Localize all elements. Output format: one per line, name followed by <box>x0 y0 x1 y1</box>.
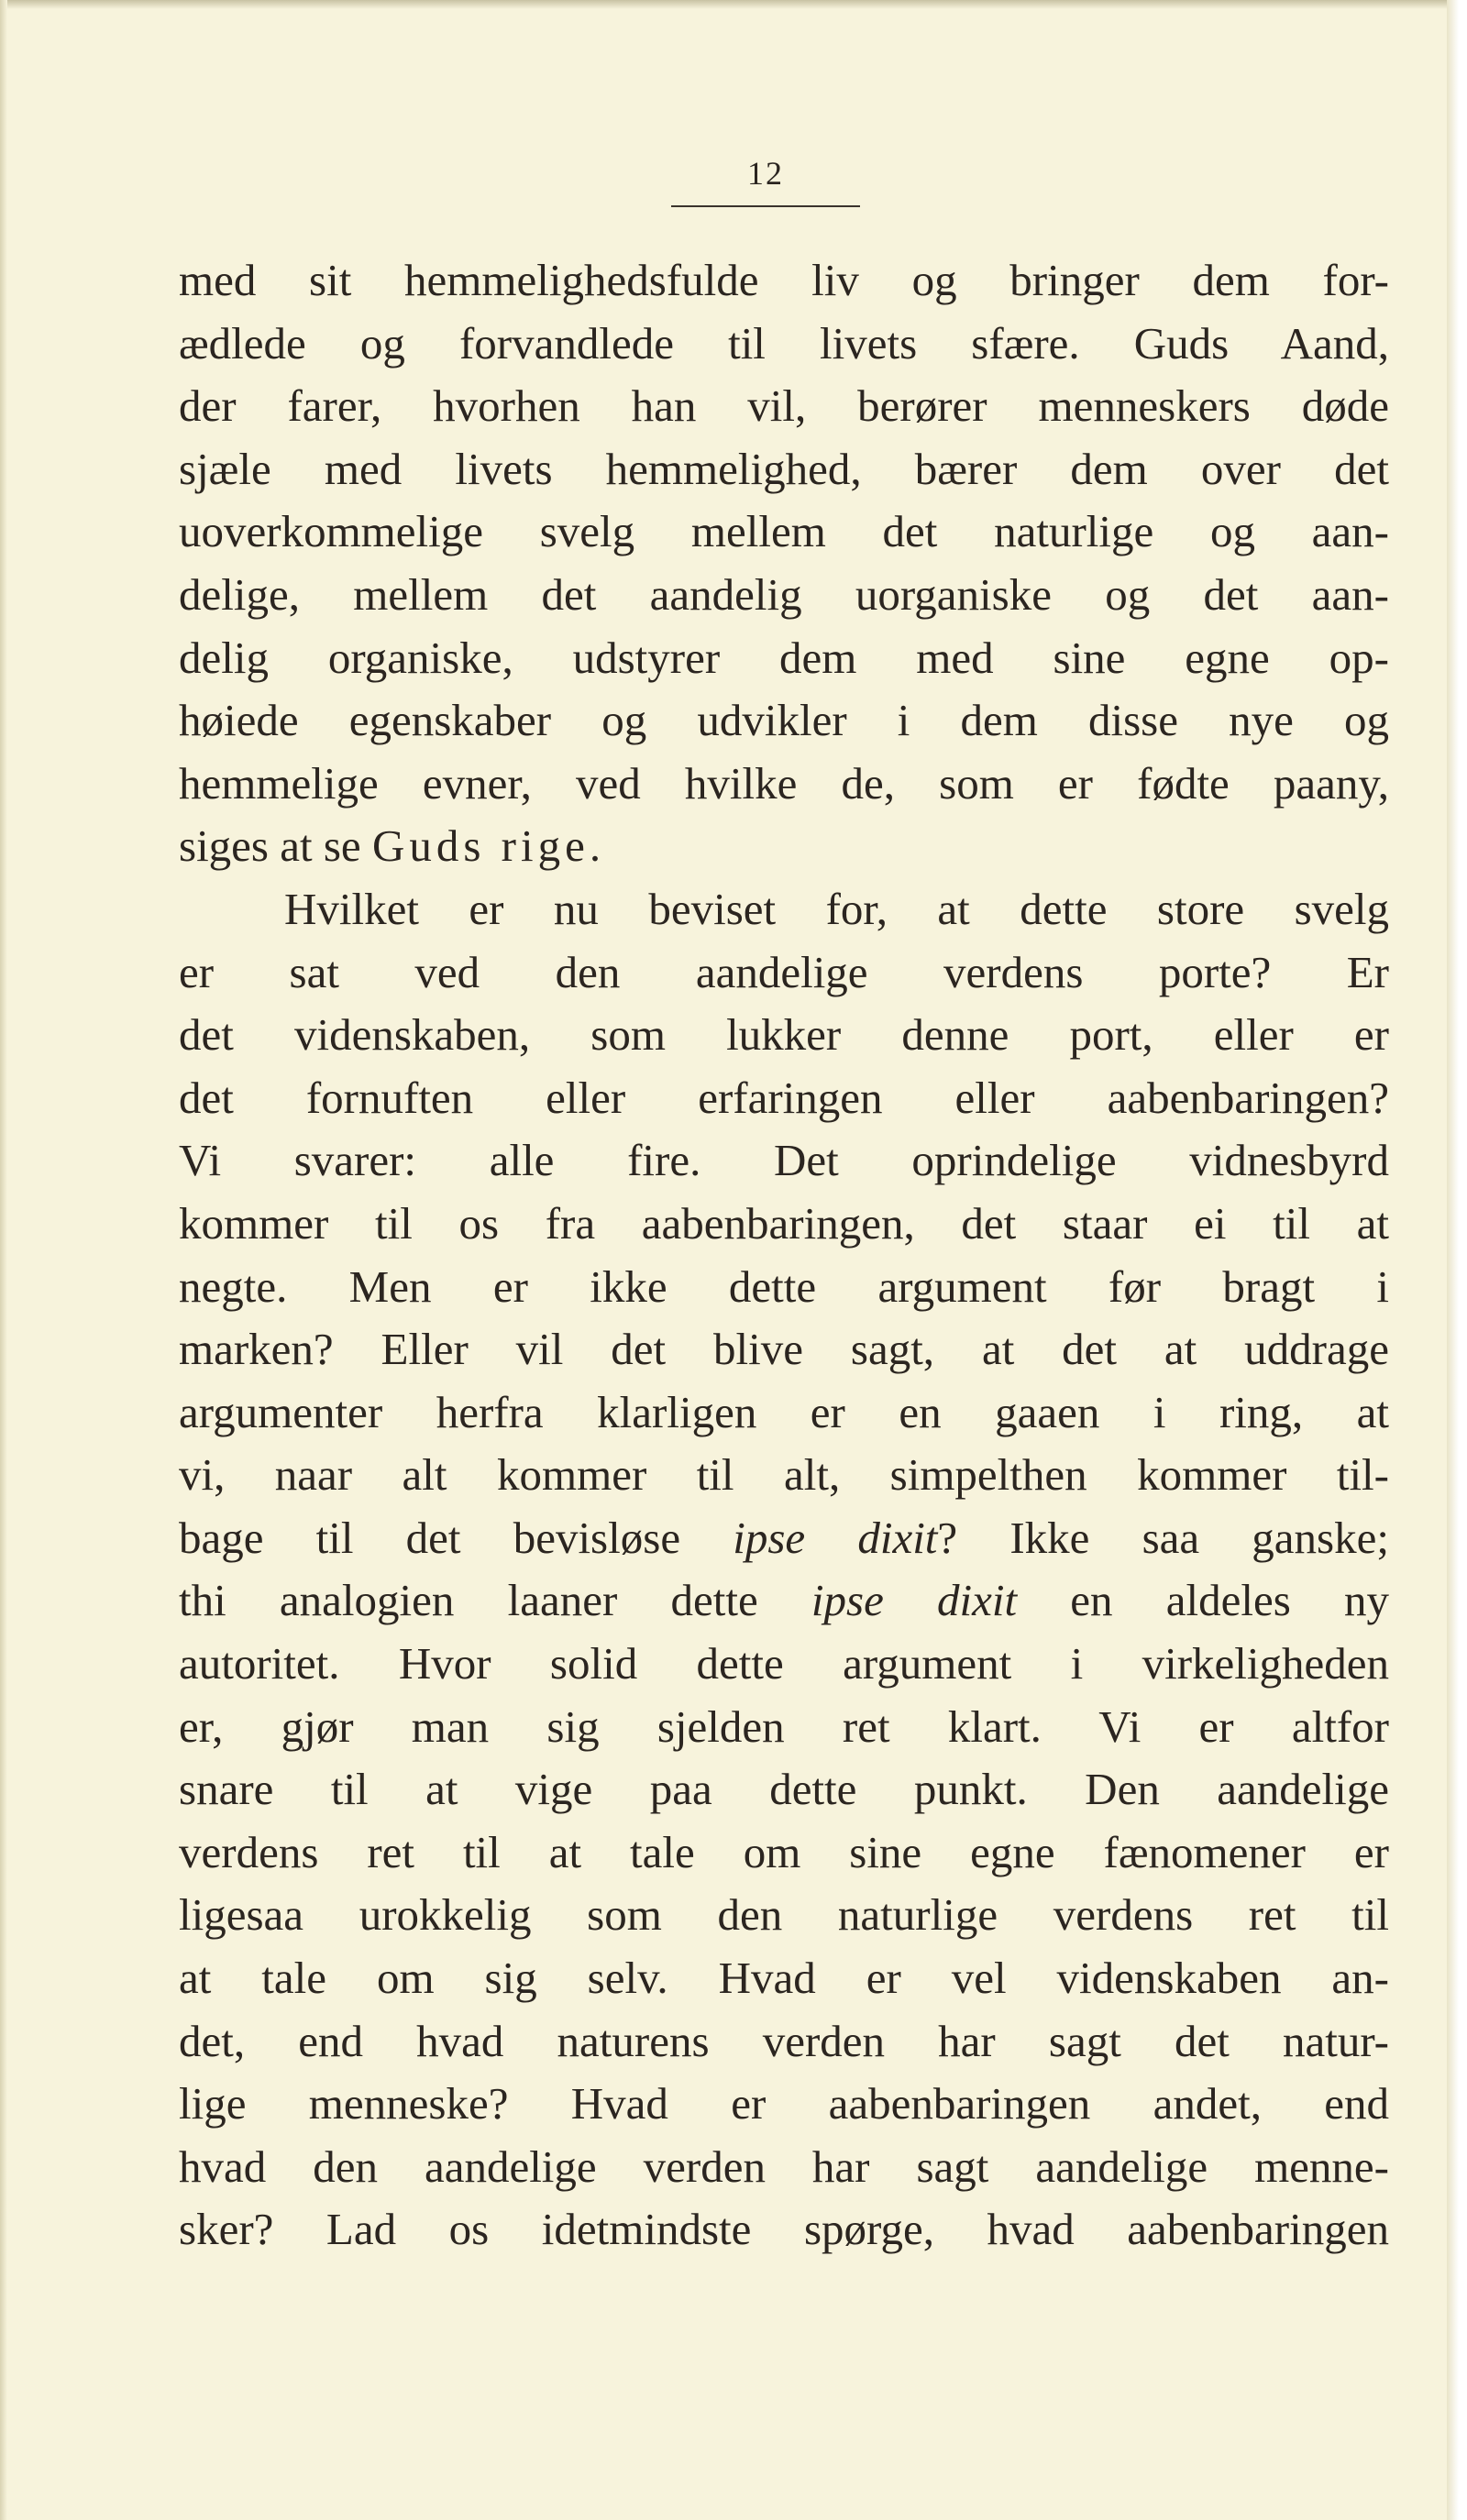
text-line: kommer til os fra aabenbaringen, det staar ei til at <box>179 1197 1389 1249</box>
text-line: der farer, hvorhen han vil, berører menneskers døde <box>179 380 1389 432</box>
text-segment: bage til det bevisløse <box>179 1512 734 1563</box>
text-line: delige, mellem det aandelig uorganiske og det aan- <box>179 568 1389 620</box>
text-line: vi, naar alt kommer til alt, simpelthen kommer til- <box>179 1449 1389 1501</box>
text-segment: thi analogien laaner dette <box>179 1575 811 1626</box>
spaced-emphasis: Guds rige. <box>371 820 606 872</box>
text-segment: siges at se <box>179 820 372 872</box>
text-line: Vi svarer: alle fire. Det oprindelige vidnesbyrd <box>179 1135 1389 1186</box>
text-line: delig organiske, udstyrer dem med sine egne op- <box>179 632 1389 683</box>
text-line: negte. Men er ikke dette argument før bragt i <box>179 1260 1389 1312</box>
text-line <box>179 1569 1389 1633</box>
text-line <box>179 815 1389 878</box>
text-segment: ? Ikke saa ganske; <box>937 1512 1389 1563</box>
page-left-edge <box>0 0 7 2520</box>
text-line <box>179 1507 1389 1570</box>
text-line: ædlede og forvandlede til livets sfære. Guds Aand, <box>179 317 1389 369</box>
italic-phrase: ipse dixit <box>811 1575 1018 1626</box>
text-line: er sat ved den aandelige verdens porte? Er <box>179 946 1389 997</box>
page-number-rule <box>671 205 860 207</box>
page-top-edge <box>0 0 1467 9</box>
page-number: 12 <box>747 155 784 192</box>
text-line: argumenter herfra klarligen er en gaaen i ring, at <box>179 1386 1389 1437</box>
page-right-edge <box>1447 0 1467 2520</box>
text-segment: en aldeles ny <box>1017 1575 1389 1626</box>
text-line: det videnskaben, som lukker denne port, eller er <box>179 1009 1389 1061</box>
text-line: hvad den aandelige verden har sagt aandelige menne- <box>179 2140 1389 2192</box>
body-text <box>179 249 1389 2261</box>
text-line: uoverkommelige svelg mellem det naturlige og aan- <box>179 506 1389 557</box>
text-line: det fornuften eller erfaringen eller aabenbaringen? <box>179 1072 1389 1123</box>
italic-phrase: ipse dixit <box>733 1512 938 1563</box>
text-line: at tale om sig selv. Hvad er vel videnskaben an- <box>179 1953 1389 2004</box>
text-line: ligesaa urokkelig som den naturlige verdens ret til <box>179 1889 1389 1941</box>
paragraph-first-line: Hvilket er nu beviset for, at dette store svelg <box>284 883 1389 934</box>
text-line: er, gjør man sig sjelden ret klart. Vi er altfor <box>179 1700 1389 1752</box>
text-line: snare til at vige paa dette punkt. Den aandelige <box>179 1764 1389 1815</box>
text-line: sker? Lad os idetmindste spørge, hvad aabenbaringen <box>179 2204 1389 2255</box>
text-line: det, end hvad naturens verden har sagt det natur- <box>179 2015 1389 2066</box>
text-line: lige menneske? Hvad er aabenbaringen andet, end <box>179 2078 1389 2129</box>
text-line: autoritet. Hvor solid dette argument i virkeligheden <box>179 1638 1389 1689</box>
text-line: med sit hemmelighedsfulde liv og bringer dem for- <box>179 255 1389 305</box>
text-line: høiede egenskaber og udvikler i dem disse nye og <box>179 695 1389 746</box>
text-line: sjæle med livets hemmelighed, bærer dem over det <box>179 443 1389 494</box>
text-line: verdens ret til at tale om sine egne fænomener er <box>179 1826 1389 1877</box>
text-line: hemmelige evner, ved hvilke de, som er fødte paany, <box>179 757 1389 809</box>
text-line: marken? Eller vil det blive sagt, at det at uddrage <box>179 1324 1389 1375</box>
